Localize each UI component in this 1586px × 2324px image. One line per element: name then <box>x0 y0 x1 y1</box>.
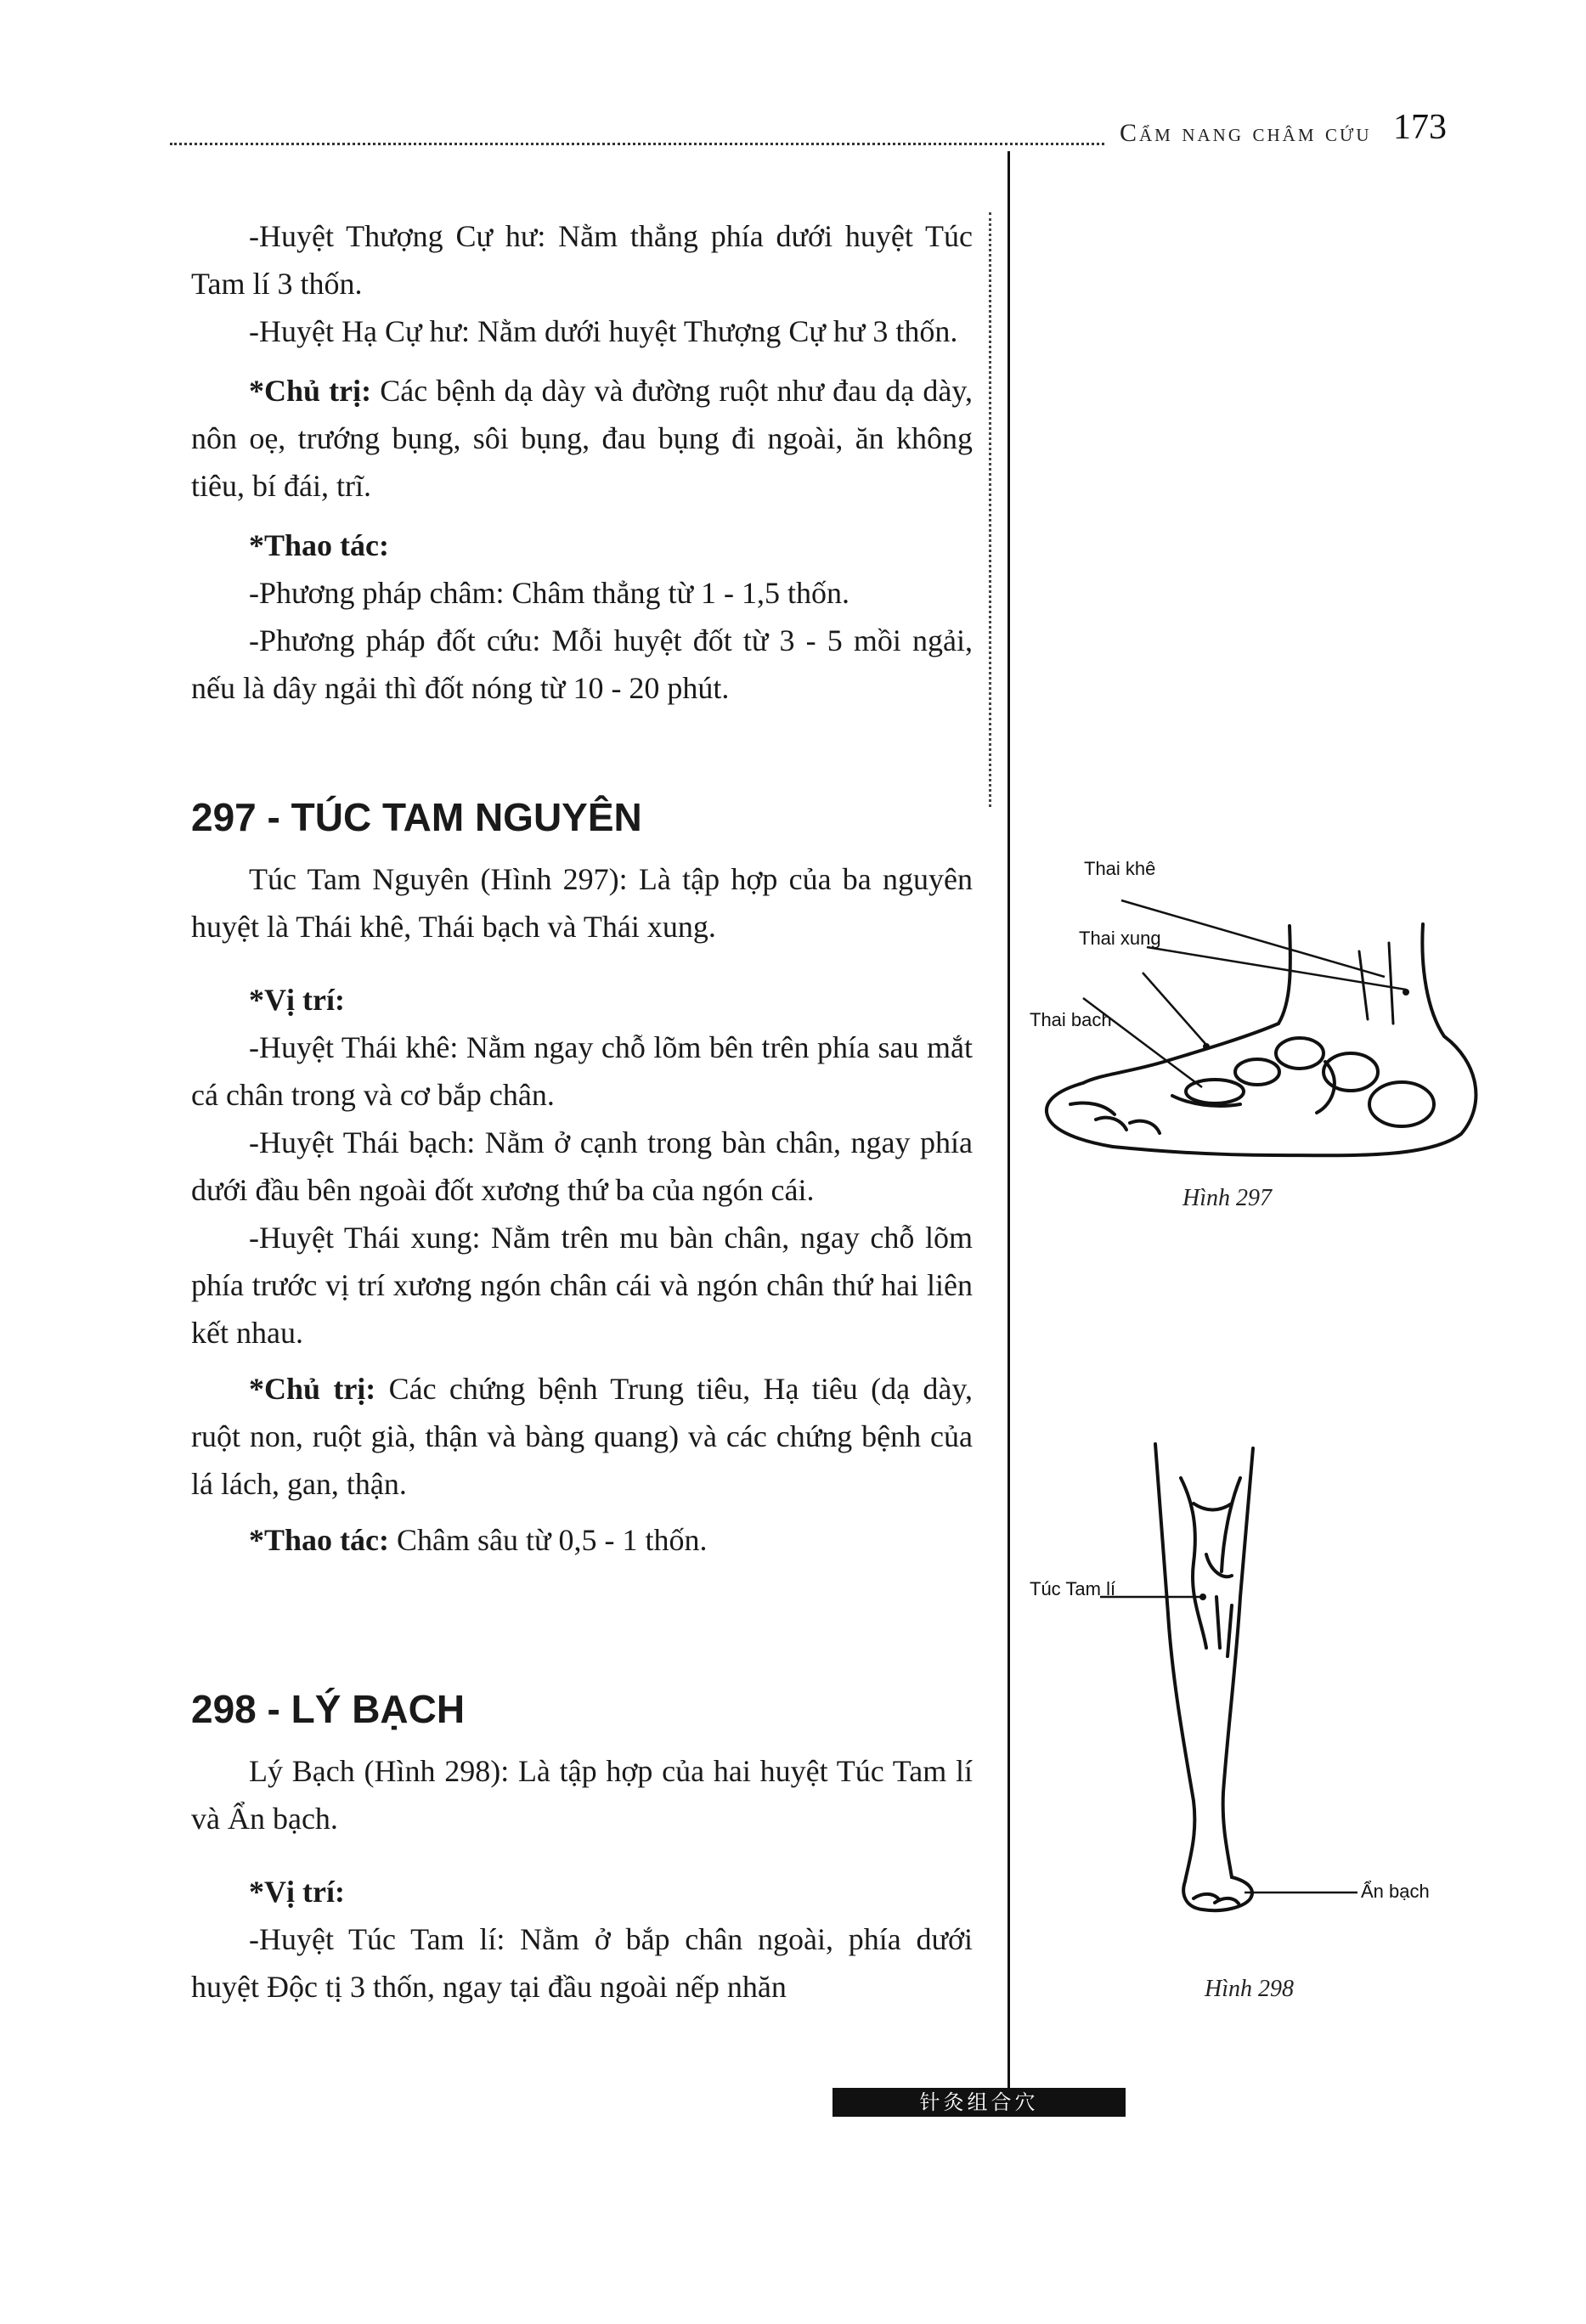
dotted-margin <box>989 212 991 807</box>
chu-tri-text: Các bệnh dạ dày và đường ruột như đau dạ dày, nôn oẹ, trướng bụng, sôi bụng, đau bụng đi ngoài, ăn không tiêu, bí đái, trĩ. <box>191 374 974 503</box>
prev-cham-line: -Phương pháp châm: Châm thẳng từ 1 - 1,5 thốn. <box>249 576 849 610</box>
section-297-heading: 297 - TÚC TAM NGUYÊN <box>191 795 642 839</box>
header-rule <box>170 143 1104 145</box>
thai-bach-leader <box>1143 973 1206 1045</box>
thai-khe-line: -Huyệt Thái khê: Nằm ngay chỗ lõm bên trên phía sau mắt cá chân trong và cơ bắp chân. <box>191 1030 973 1112</box>
leg-back-outline <box>1422 924 1444 1036</box>
label-thai-xung: Thai xung <box>1079 928 1161 949</box>
chu-tri-label: *Chủ trị: <box>249 374 372 408</box>
label-thai-khe: Thai khê <box>1084 858 1156 879</box>
label-an-bach: Ẩn bạch <box>1361 1881 1430 1902</box>
section-297-thao-tac <box>191 1516 973 1564</box>
dorsum-outline <box>1083 1024 1278 1083</box>
thai-xung-line: -Huyệt Thái xung: Nằm trên mu bàn chân, ngay chỗ lõm phía trước vị trí xương ngón chân cái và ngón chân thứ hai liên kết nhau. <box>191 1221 973 1350</box>
section-298-intro: Lý Bạch (Hình 298): Là tập hợp của hai huyệt Túc Tam lí và Ẩn bạch. <box>191 1754 973 1836</box>
ha-cu-hu-line: -Huyệt Hạ Cự hư: Nằm dưới huyệt Thượng Cự hư 3 thốn. <box>249 314 958 348</box>
section-298-heading: 298 - LÝ BẠCH <box>191 1687 466 1731</box>
section-297-chu-tri <box>191 1365 973 1508</box>
page-number: 173 <box>1393 108 1447 147</box>
sole-outline <box>1113 1036 1476 1155</box>
figure-297-foot <box>1019 849 1495 1240</box>
chu-tri-label: *Chủ trị: <box>249 1372 376 1406</box>
toes-outline <box>1047 1083 1113 1147</box>
caption-298: Hình 298 <box>1205 1976 1294 2002</box>
section-297 <box>191 794 973 1564</box>
prev-section <box>191 212 973 712</box>
leg-front-outline <box>1278 926 1290 1024</box>
column-divider <box>1007 151 1010 2088</box>
section-298 <box>191 1686 973 2011</box>
thai-xung-leader <box>1147 947 1406 990</box>
section-298-vi-tri-label: *Vị trí: <box>249 1875 345 1909</box>
leg-outer-outline <box>1155 1444 1194 1881</box>
figure-298-leg <box>1019 1427 1495 1954</box>
thai-bach-line: -Huyệt Thái bạch: Nằm ở cạnh trong bàn chân, ngay phía dưới đầu bên ngoài đốt xương thứ ba của ngón cái. <box>191 1125 973 1207</box>
thao-tac-text: Châm sâu từ 0,5 - 1 thốn. <box>397 1523 708 1557</box>
section-297-vi-tri-label: *Vị trí: <box>249 983 345 1017</box>
prev-thao-tac-label: *Thao tác: <box>249 528 389 562</box>
prev-chu-tri <box>191 367 973 510</box>
running-header: Cẩm nang châm cứu <box>1120 119 1372 147</box>
label-thai-bach: Thai bach <box>1030 1009 1112 1030</box>
section-297-intro: Túc Tam Nguyên (Hình 297): Là tập hợp của ba nguyên huyệt là Thái khê, Thái bạch và Thái xung. <box>191 862 973 944</box>
caption-297: Hình 297 <box>1182 1185 1272 1211</box>
leg-inner-outline <box>1223 1448 1253 1877</box>
footer-bar: 针灸组合穴 <box>833 2088 1126 2117</box>
thuong-cu-hu-line: -Huyệt Thượng Cự hư: Nằm thẳng phía dưới huyệt Túc Tam lí 3 thốn. <box>191 219 973 301</box>
thao-tac-label: *Thao tác: <box>249 1523 389 1557</box>
chu-tri-text: Các chứng bệnh Trung tiêu, Hạ tiêu (dạ dày, ruột non, ruột già, thận và bàng quang) và các chứng bệnh của lá lách, gan, thận. <box>191 1372 973 1501</box>
label-tuc-tam-li: Túc Tam lí <box>1030 1578 1116 1599</box>
prev-dot-cuu-line: -Phương pháp đốt cứu: Mỗi huyệt đốt từ 3 - 5 mồi ngải, nếu là dây ngải thì đốt nóng từ 10 - 20 phút. <box>191 623 973 705</box>
tuc-tam-li-line: -Huyệt Túc Tam lí: Nằm ở bắp chân ngoài, phía dưới huyệt Độc tị 3 thốn, ngay tại đầu ngoài nếp nhăn <box>191 1922 973 2004</box>
